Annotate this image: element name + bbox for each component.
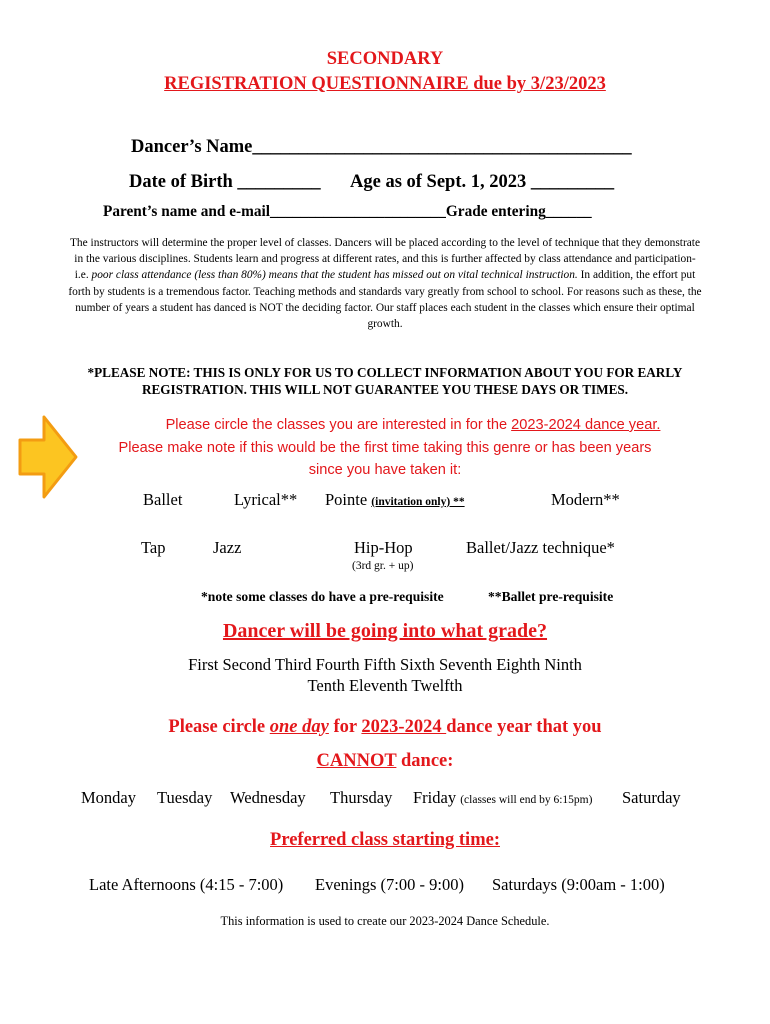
day-prompt-dance: dance: <box>396 751 454 771</box>
time-evenings[interactable]: Evenings (7:00 - 9:00) <box>315 875 464 894</box>
class-ballet-jazz[interactable]: Ballet/Jazz technique* <box>466 538 615 557</box>
time-saturdays[interactable]: Saturdays (9:00am - 1:00) <box>492 875 665 894</box>
day-thursday[interactable]: Thursday <box>330 788 393 807</box>
day-prompt-text: Please circle <box>168 717 270 737</box>
class-tap[interactable]: Tap <box>141 538 166 557</box>
age-field[interactable]: Age as of Sept. 1, 2023 _________ <box>350 172 615 192</box>
classes-prompt-line2: Please make note if this would be the first time taking this genre or has been years <box>118 440 652 456</box>
time-late-afternoons[interactable]: Late Afternoons (4:15 - 7:00) <box>89 875 284 894</box>
day-prompt-one-day: one day <box>269 717 329 737</box>
day-prompt-cannot: CANNOT <box>316 751 397 771</box>
parent-grade-field[interactable]: Parent’s name and e-mail_______________________Grade entering______ <box>103 203 592 220</box>
day-friday-label: Friday <box>413 788 457 807</box>
date-of-birth-field[interactable]: Date of Birth _________ <box>129 172 321 192</box>
day-prompt-line2 <box>0 751 770 772</box>
page-title: REGISTRATION QUESTIONNAIRE due by 3/23/2023 <box>164 74 606 94</box>
classes-prompt-line3: since you have taken it: <box>308 462 462 478</box>
intro-text-2: In addition, the effort put forth by students is a tremendous factor. Teaching methods and standards vary greatly from school to school. For reasons such as these, the number of years a student has danced is NOT the deciding factor. Our staff places each student in the classes which ensure their optimal growth. <box>68 269 702 331</box>
day-friday[interactable] <box>413 788 592 808</box>
classes-prompt-line1 <box>28 417 770 433</box>
classes-prompt-year: 2023-2024 dance year. <box>511 417 661 433</box>
pointe-note-text: (invitation only) ** <box>371 496 465 508</box>
dancer-name-field[interactable]: Dancer’s Name_________________________________________ <box>131 137 632 157</box>
day-wednesday[interactable]: Wednesday <box>230 788 306 807</box>
footer-note: This information is used to create our 2023-2024 Dance Schedule. <box>220 914 550 928</box>
class-hiphop[interactable]: Hip-Hop <box>354 538 413 557</box>
registration-notice: *PLEASE NOTE: THIS IS ONLY FOR US TO COLLECT INFORMATION ABOUT YOU FOR EARLY REGISTRATION. THIS WILL NOT GUARANTEE YOU THESE DAYS OR TIMES. <box>87 365 683 397</box>
classes-prompt-text: Please circle the classes you are interested in for the <box>165 417 512 433</box>
class-jazz[interactable]: Jazz <box>213 538 242 557</box>
grade-options-row1[interactable]: First Second Third Fourth Fifth Sixth Seventh Eighth Ninth <box>188 655 582 674</box>
day-tuesday[interactable]: Tuesday <box>157 788 213 807</box>
day-saturday[interactable]: Saturday <box>622 788 681 807</box>
day-prompt-for: for <box>328 717 362 737</box>
grade-prompt: Dancer will be going into what grade? <box>222 620 548 642</box>
class-lyrical[interactable]: Lyrical** <box>234 490 298 509</box>
day-prompt-year: 2023-2024 <box>361 717 447 737</box>
day-monday[interactable]: Monday <box>81 788 136 807</box>
prereq-note: *note some classes do have a pre-requisite <box>201 589 444 604</box>
intro-text-1: The instructors will determine the proper level of classes. Dancers will be placed according to the level of technique that they demonstrate in the various disciplines. Students learn and progress at different rates, and this is further affected by class attendance and participation-i.e. <box>69 237 701 282</box>
day-prompt-rest: dance year that you <box>446 717 602 737</box>
grade-options-row2[interactable]: Tenth Eleventh Twelfth <box>307 676 463 695</box>
time-prompt: Preferred class starting time: <box>270 830 500 850</box>
header-line1: SECONDARY <box>326 49 444 69</box>
class-hiphop-note: (3rd gr. + up) <box>352 560 414 572</box>
class-pointe-note <box>371 496 464 508</box>
day-prompt-line1 <box>0 717 770 738</box>
intro-italic: poor class attendance (less than 80%) means that the student has missed out on vital technical instruction. <box>91 269 578 282</box>
class-pointe-label: Pointe <box>325 490 368 509</box>
class-pointe[interactable] <box>325 490 465 510</box>
ballet-prereq-note: **Ballet pre-requisite <box>488 589 614 604</box>
class-ballet[interactable]: Ballet <box>143 490 183 509</box>
day-friday-note: (classes will end by 6:15pm) <box>460 794 593 806</box>
intro-paragraph <box>68 235 702 332</box>
class-modern[interactable]: Modern** <box>551 490 620 509</box>
